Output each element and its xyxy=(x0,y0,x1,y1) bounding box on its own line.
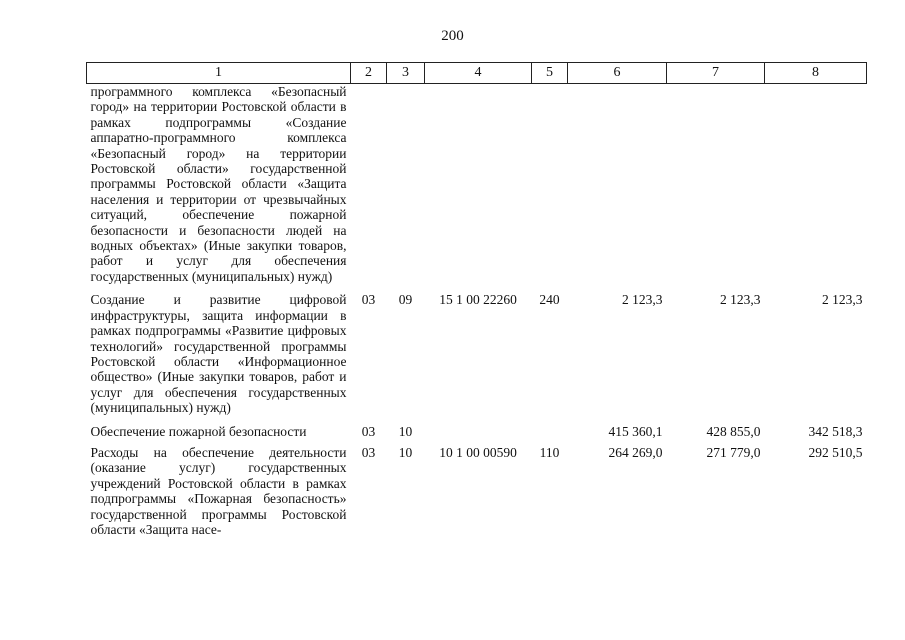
table-row xyxy=(87,84,867,285)
row-target-code xyxy=(425,416,532,439)
row-value-6: 415 360,1 xyxy=(608,423,663,439)
row-section: 03 xyxy=(361,292,376,308)
budget-table xyxy=(86,62,867,537)
page-number: 200 xyxy=(441,28,464,44)
row-expense-type: 240 xyxy=(539,292,560,308)
header-col-8: 8 xyxy=(765,63,867,84)
table-row xyxy=(87,439,867,537)
row-value-7: 271 779,0 xyxy=(706,444,761,460)
header-col-6: 6 xyxy=(568,63,667,84)
row-subsection xyxy=(387,84,425,285)
table-row xyxy=(87,416,867,439)
row-section: 03 xyxy=(361,423,376,439)
row-subsection: 10 xyxy=(398,444,413,460)
header-row xyxy=(87,63,867,84)
row-value-8: 292 510,5 xyxy=(808,444,863,460)
header-col-7: 7 xyxy=(667,63,765,84)
row-value-8 xyxy=(765,84,867,285)
row-subsection: 10 xyxy=(398,423,413,439)
row-value-6: 2 123,3 xyxy=(622,292,663,308)
row-target-code xyxy=(425,84,532,285)
row-subsection: 09 xyxy=(398,292,413,308)
row-expense-type xyxy=(532,416,568,439)
header-col-5: 5 xyxy=(532,63,568,84)
row-expense-type: 110 xyxy=(539,444,560,460)
row-description: Расходы на обеспечение деятельности (оказание услуг) государственных учреждений Ростовской области в рамках подпрограммы «Пожарная безопасность» государственной программы Ростовской области «Защита насе- xyxy=(90,444,347,537)
row-expense-type xyxy=(532,84,568,285)
row-value-7: 2 123,3 xyxy=(720,292,761,308)
header-col-1: 1 xyxy=(87,63,351,84)
row-value-7 xyxy=(667,84,765,285)
row-description: Обеспечение пожарной безопасности xyxy=(90,423,307,439)
row-description: программного комплекса «Безопасный город» на территории Ростовской области в рамках подпрограммы «Создание аппаратно-программного комплекса «Безопасный город» на территории Ростовской области» государственной программы Ростовской области «Защита населения и территории от чрезвычайных ситуаций, обеспечение пожарной безопасности и безопасности людей на водных объектах» (Иные закупки товаров, работ и услуг для обеспечения государственных (муниципальных) нужд) xyxy=(90,84,347,284)
row-value-7: 428 855,0 xyxy=(706,423,761,439)
header-col-4: 4 xyxy=(425,63,532,84)
row-target-code: 10 1 00 00590 xyxy=(439,444,517,460)
row-value-8: 2 123,3 xyxy=(822,292,863,308)
row-value-8: 342 518,3 xyxy=(808,423,863,439)
row-section xyxy=(351,84,387,285)
header-col-3: 3 xyxy=(387,63,425,84)
row-value-6 xyxy=(568,84,667,285)
header-col-2: 2 xyxy=(351,63,387,84)
row-description: Создание и развитие цифровой инфраструктуры, защита информации в рамках подпрограммы «Развитие цифровых технологий» государственной программы Ростовской области «Информационное общество» (Иные закупки товаров, работ и услуг для обеспечения государственных (муниципальных) нужд) xyxy=(90,292,347,416)
table-row xyxy=(87,284,867,415)
row-target-code: 15 1 00 22260 xyxy=(439,292,517,308)
row-value-6: 264 269,0 xyxy=(608,444,663,460)
row-section: 03 xyxy=(361,444,376,460)
